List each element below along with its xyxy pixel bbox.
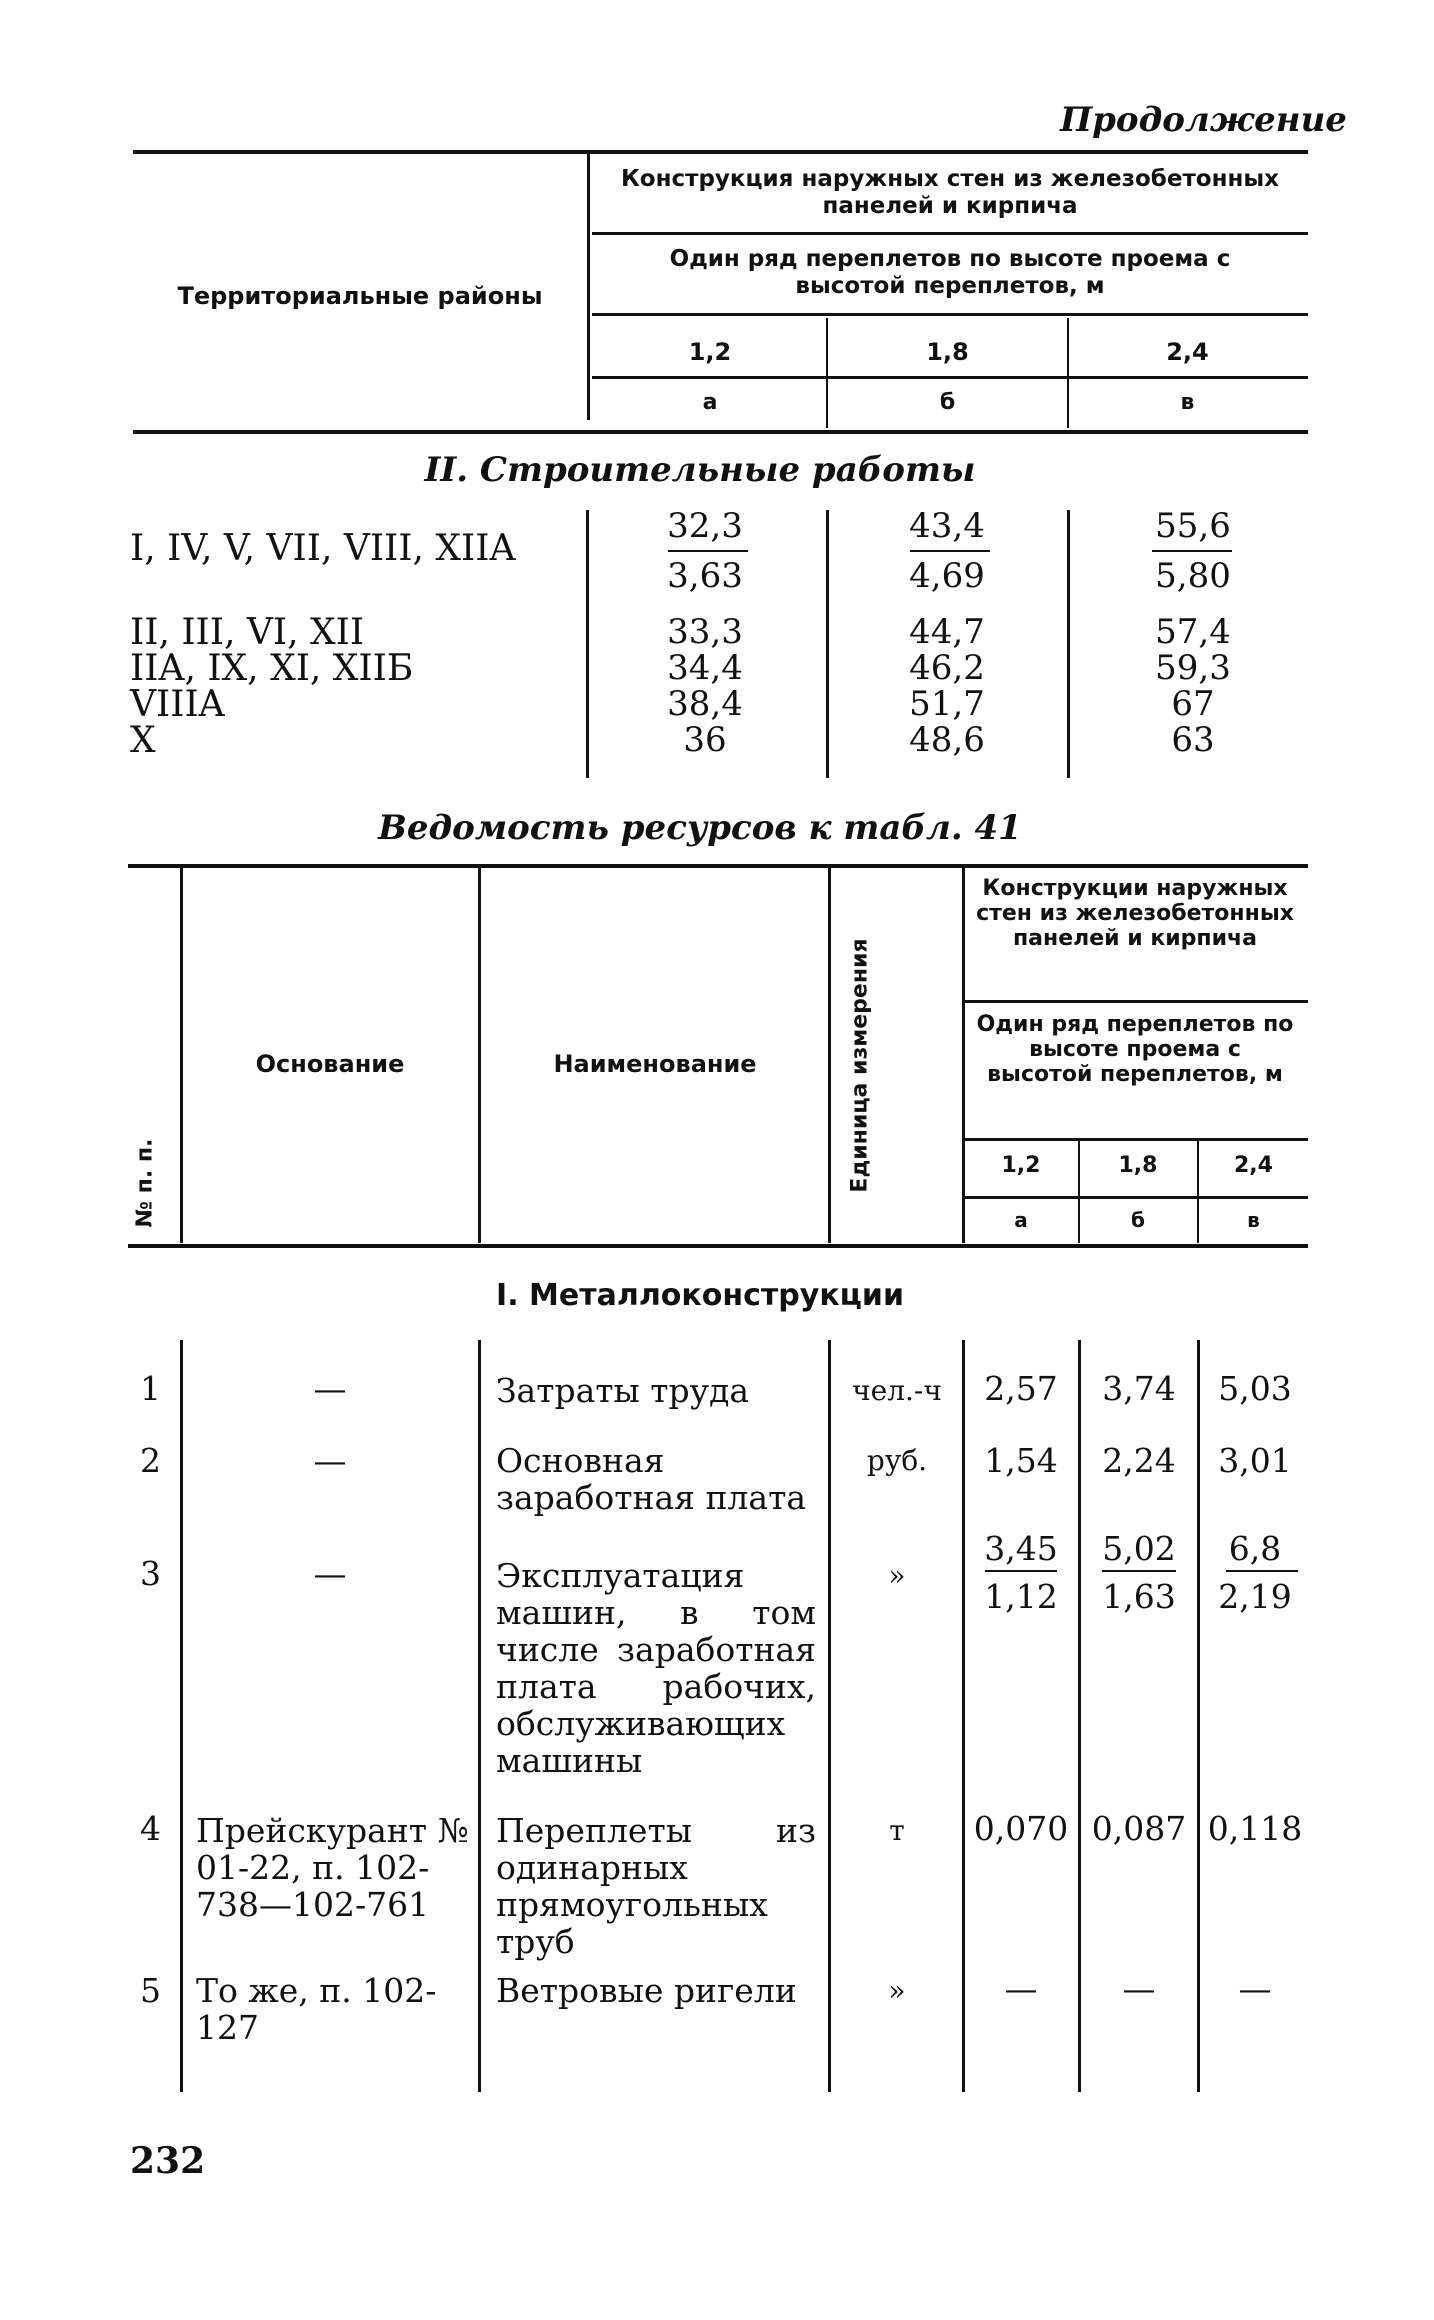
table1-row1-a2: 3,63 (667, 556, 743, 596)
table2-letter-c: в (1247, 1208, 1260, 1232)
table2-row1-b: 3,74 (1102, 1369, 1176, 1408)
table2-row4-basis: Прейскурант № 01-22, п. 102-738—102-761 (196, 1811, 469, 1924)
table1-row5-a: 36 (683, 720, 727, 760)
table1-header-region: Территориальные районы (177, 282, 543, 310)
table2-row4-unit: т (889, 1814, 905, 1847)
table2-row2-b: 2,24 (1102, 1441, 1176, 1480)
table2-row4-n: 4 (140, 1809, 161, 1848)
table1-height-2: 1,8 (926, 338, 969, 366)
table2-row1-c: 5,03 (1218, 1369, 1292, 1408)
table2-title: Ведомость ресурсов к табл. 41 (378, 808, 1022, 848)
table2-row3-c: 6,8 (1228, 1529, 1282, 1568)
table2-letter-b: б (1131, 1208, 1145, 1232)
table2-row1-unit: чел.-ч (852, 1374, 942, 1407)
table2-letter-a: а (1014, 1208, 1028, 1232)
table2-row4-b: 0,087 (1091, 1809, 1187, 1848)
page-number: 232 (130, 2140, 206, 2182)
table1-height-3: 2,4 (1166, 338, 1209, 366)
table2-col-num: № п. п. (132, 1138, 158, 1228)
table2-row5-basis: То же, п. 102-127 (196, 1971, 437, 2047)
table1-row4-b: 51,7 (909, 684, 985, 724)
table2-row5-unit: » (888, 1974, 906, 2007)
table1-letter-b: б (939, 390, 956, 415)
table2-row2-n: 2 (140, 1441, 161, 1480)
table2-row5-name: Ветровые ригели (496, 1971, 797, 2010)
table2-row4-c: 0,118 (1207, 1809, 1303, 1848)
table2-col-basis: Основание (255, 1050, 405, 1078)
table1-row1-region: I, IV, V, VII, VIII, XIIA (130, 528, 516, 569)
table1-row1-a: 32,3 (667, 506, 743, 546)
table1-row2-region: II, III, VI, XII (130, 612, 365, 653)
table1-row2-b: 44,7 (909, 612, 985, 652)
table2-col-unit: Единица измерения (847, 938, 873, 1193)
table1-row4-a: 38,4 (667, 684, 743, 724)
table2-row3-n: 3 (140, 1554, 161, 1593)
table2-height-2: 1,8 (1118, 1153, 1158, 1178)
table1-row5-region: X (130, 720, 156, 761)
table2-row3-a2: 1,12 (984, 1577, 1058, 1616)
table2-row5-b: — (1122, 1969, 1156, 2008)
table2-section-title: I. Металлоконструкции (496, 1278, 904, 1313)
table2-row3-c2: 2,19 (1218, 1577, 1292, 1616)
table2-row2-basis: — (313, 1441, 347, 1480)
table2-row4-name: Переплеты из одинарных прямоугольных труб (496, 1811, 816, 1961)
table1-row3-a: 34,4 (667, 648, 743, 688)
table2-row1-name: Затраты труда (496, 1371, 750, 1410)
table2-col-name: Наименование (553, 1050, 757, 1078)
table1-row1-c2: 5,80 (1155, 556, 1231, 596)
table2-row4-a: 0,070 (973, 1809, 1069, 1848)
table1-row3-c: 59,3 (1155, 648, 1231, 688)
table2-row2-a: 1,54 (984, 1441, 1058, 1480)
table2-col-row: Один ряд переплетов по высоте проема с высотой переплетов, м (976, 1012, 1294, 1087)
table2-row3-basis: — (313, 1554, 347, 1593)
table1-header-construction: Конструкция наружных стен из железобетонных панелей и кирпича (620, 166, 1279, 219)
table2-row2-unit: руб. (866, 1444, 928, 1477)
table2-row3-b2: 1,63 (1102, 1577, 1176, 1616)
table2-height-3: 2,4 (1234, 1153, 1273, 1178)
table1-header-row: Один ряд переплетов по высоте проема с высотой переплетов, м (669, 246, 1231, 299)
table1-section-title: II. Строительные работы (424, 450, 976, 490)
table2-row3-b: 5,02 (1102, 1529, 1176, 1568)
table2-row3-a: 3,45 (984, 1529, 1058, 1568)
table2-row3-name: Эксплуатация машин, в том числе заработная плата рабочих, обслуживающих машины (496, 1556, 816, 1780)
table2-row1-basis: — (313, 1369, 347, 1408)
table1-row2-a: 33,3 (667, 612, 743, 652)
table1-letter-c: в (1180, 390, 1195, 415)
table2-row1-a: 2,57 (984, 1369, 1058, 1408)
table1-row3-region: IIA, IX, XI, XIIБ (130, 648, 414, 689)
table1-height-1: 1,2 (688, 338, 732, 366)
table1-row3-b: 46,2 (909, 648, 985, 688)
table1-row4-c: 67 (1171, 684, 1215, 724)
table2-row5-c: — (1238, 1969, 1272, 2008)
table2-row2-c: 3,01 (1218, 1441, 1292, 1480)
table1-row4-region: VIIIA (130, 684, 225, 725)
table2-row5-a: — (1004, 1969, 1038, 2008)
table1-letter-a: а (702, 390, 718, 415)
table1-row5-c: 63 (1171, 720, 1215, 760)
table2-col-construction: Конструкции наружных стен из железобетонных панелей и кирпича (976, 876, 1294, 951)
table1-row1-b: 43,4 (909, 506, 985, 546)
continuation-label: Продолжение (1060, 100, 1347, 140)
table2-row5-n: 5 (140, 1971, 161, 2010)
table1-row2-c: 57,4 (1155, 612, 1231, 652)
table2-row1-n: 1 (140, 1369, 161, 1408)
table2-height-1: 1,2 (1001, 1153, 1041, 1178)
table1-row5-b: 48,6 (909, 720, 985, 760)
table2-row2-name: Основная заработная плата (496, 1441, 807, 1517)
table2-row3-unit: » (888, 1559, 906, 1592)
table1-row1-b2: 4,69 (909, 556, 985, 596)
table1-row1-c: 55,6 (1155, 506, 1231, 546)
